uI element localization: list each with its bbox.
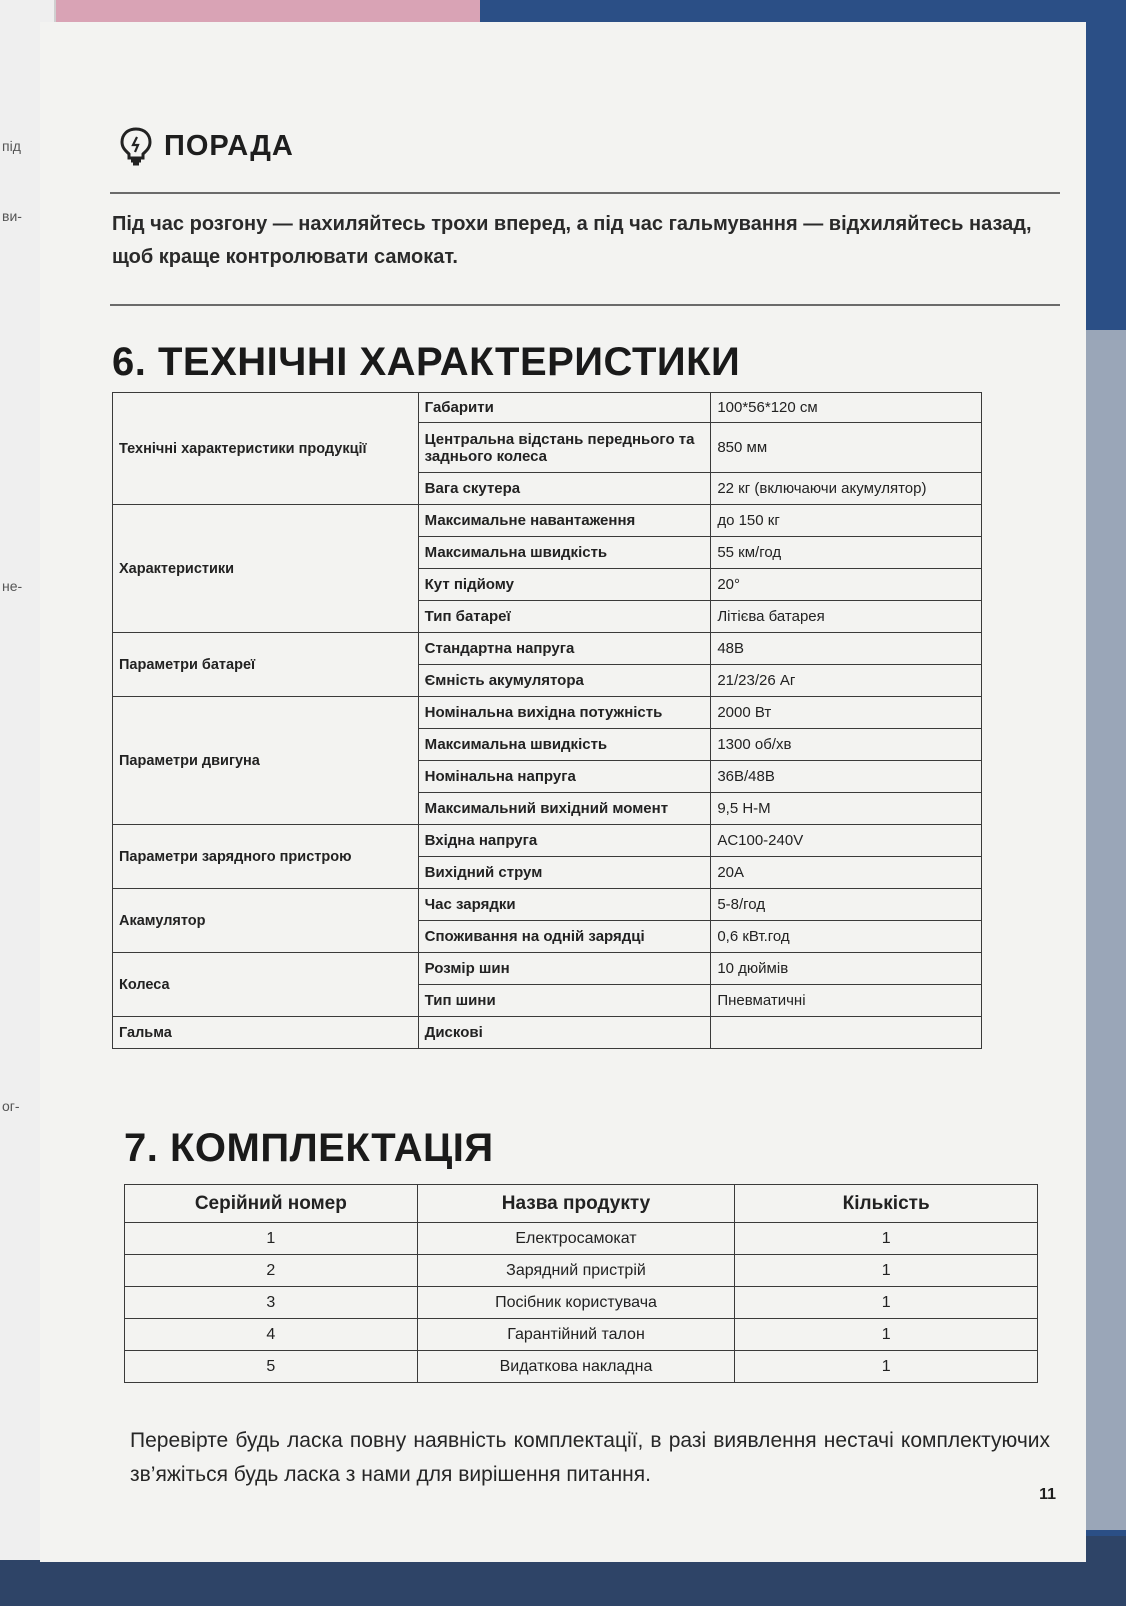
spec-param: Стандартна напруга bbox=[418, 633, 711, 665]
spec-value: AC100-240V bbox=[711, 825, 982, 857]
spec-value: Літієва батарея bbox=[711, 601, 982, 633]
spec-param: Дискові bbox=[418, 1017, 711, 1049]
spec-param: Номінальна напруга bbox=[418, 761, 711, 793]
spec-param: Кут підйому bbox=[418, 569, 711, 601]
lightbulb-icon bbox=[118, 126, 154, 166]
table-row bbox=[113, 953, 982, 985]
document-page bbox=[40, 22, 1086, 1562]
table-row bbox=[113, 505, 982, 537]
spec-value: 10 дюймів bbox=[711, 953, 982, 985]
spec-category: Гальма bbox=[113, 1017, 419, 1049]
column-header: Назва продукту bbox=[417, 1185, 735, 1223]
spec-value: до 150 кг bbox=[711, 505, 982, 537]
tip-title: ПОРАДА bbox=[164, 129, 294, 162]
table-row bbox=[113, 889, 982, 921]
table-row bbox=[125, 1351, 1038, 1383]
page-number: 11 bbox=[1039, 1486, 1056, 1503]
table-row bbox=[113, 393, 982, 423]
spec-param: Час зарядки bbox=[418, 889, 711, 921]
spec-category: Акамулятор bbox=[113, 889, 419, 953]
spec-param: Ємність акумулятора bbox=[418, 665, 711, 697]
spec-category: Параметри двигуна bbox=[113, 697, 419, 825]
spec-value: 2000 Вт bbox=[711, 697, 982, 729]
kit-serial: 3 bbox=[125, 1287, 418, 1319]
kit-serial: 1 bbox=[125, 1223, 418, 1255]
table-row bbox=[113, 1017, 982, 1049]
spec-param: Вхідна напруга bbox=[418, 825, 711, 857]
table-row bbox=[113, 633, 982, 665]
kit-quantity: 1 bbox=[735, 1351, 1038, 1383]
kit-quantity: 1 bbox=[735, 1319, 1038, 1351]
left-page-fragment: ви- bbox=[2, 208, 22, 224]
spec-param: Максимальний вихідний момент bbox=[418, 793, 711, 825]
kit-product: Видаткова накладна bbox=[417, 1351, 735, 1383]
kit-serial: 5 bbox=[125, 1351, 418, 1383]
spec-param: Розмір шин bbox=[418, 953, 711, 985]
kit-title: 7. КОМПЛЕКТАЦІЯ bbox=[124, 1126, 494, 1170]
spec-param: Вага скутера bbox=[418, 473, 711, 505]
column-header: Серійний номер bbox=[125, 1185, 418, 1223]
spec-value: 1300 об/хв bbox=[711, 729, 982, 761]
kit-quantity: 1 bbox=[735, 1223, 1038, 1255]
table-row bbox=[125, 1287, 1038, 1319]
kit-quantity: 1 bbox=[735, 1287, 1038, 1319]
spec-category: Колеса bbox=[113, 953, 419, 1017]
spec-value: 5-8/год bbox=[711, 889, 982, 921]
spec-param: Споживання на одній зарядці bbox=[418, 921, 711, 953]
table-header-row bbox=[125, 1185, 1038, 1223]
spec-param: Тип шини bbox=[418, 985, 711, 1017]
spec-value bbox=[711, 1017, 982, 1049]
kit-product: Електросамокат bbox=[417, 1223, 735, 1255]
spec-value: 48В bbox=[711, 633, 982, 665]
kit-product: Посібник користувача bbox=[417, 1287, 735, 1319]
spec-value: 100*56*120 см bbox=[711, 393, 982, 423]
specs-title: 6. ТЕХНІЧНІ ХАРАКТЕРИСТИКИ bbox=[112, 340, 741, 384]
table-row bbox=[113, 697, 982, 729]
spec-param: Тип батареї bbox=[418, 601, 711, 633]
spec-category: Параметри зарядного пристрою bbox=[113, 825, 419, 889]
specs-table bbox=[112, 392, 982, 1049]
spec-param: Габарити bbox=[418, 393, 711, 423]
spec-category: Технічні характеристики продукції bbox=[113, 393, 419, 505]
spec-value: 55 км/год bbox=[711, 537, 982, 569]
spec-category: Параметри батареї bbox=[113, 633, 419, 697]
spec-param: Максимальна швидкість bbox=[418, 537, 711, 569]
spec-value: 9,5 Н-М bbox=[711, 793, 982, 825]
spec-value: 0,6 кВт.год bbox=[711, 921, 982, 953]
tip-header bbox=[118, 126, 294, 166]
left-page-fragment: не- bbox=[2, 578, 23, 594]
spec-param: Номінальна вихідна потужність bbox=[418, 697, 711, 729]
table-row bbox=[113, 825, 982, 857]
divider bbox=[110, 192, 1060, 194]
spec-value: 20A bbox=[711, 857, 982, 889]
spec-param: Центральна відстань переднього та заднього колеса bbox=[418, 423, 711, 473]
spec-param: Максимальна швидкість bbox=[418, 729, 711, 761]
spec-value: Пневматичні bbox=[711, 985, 982, 1017]
spec-value: 36В/48В bbox=[711, 761, 982, 793]
kit-serial: 4 bbox=[125, 1319, 418, 1351]
spec-param: Максимальне навантаження bbox=[418, 505, 711, 537]
completeness-note: Перевірте будь ласка повну наявність комплектації, в разі виявлення нестачі комплектуючих зв’яжіться будь ласка з нами для вирішення питання. bbox=[130, 1429, 1050, 1486]
table-row bbox=[125, 1319, 1038, 1351]
spec-category: Характеристики bbox=[113, 505, 419, 633]
kit-product: Зарядний пристрій bbox=[417, 1255, 735, 1287]
spec-value: 21/23/26 Аг bbox=[711, 665, 982, 697]
spec-param: Вихідний струм bbox=[418, 857, 711, 889]
tip-text: Під час розгону — нахиляйтесь трохи вперед, а під час гальмування — відхиляйтесь назад, щоб краще контролювати самокат. bbox=[112, 213, 1032, 268]
kit-quantity: 1 bbox=[735, 1255, 1038, 1287]
table-row bbox=[125, 1223, 1038, 1255]
spec-value: 20° bbox=[711, 569, 982, 601]
column-header: Кількість bbox=[735, 1185, 1038, 1223]
kit-table bbox=[124, 1184, 1038, 1383]
table-row bbox=[125, 1255, 1038, 1287]
spec-value: 22 кг (включаючи акумулятор) bbox=[711, 473, 982, 505]
kit-product: Гарантійний талон bbox=[417, 1319, 735, 1351]
left-page-fragment: під bbox=[2, 138, 21, 154]
left-page-fragment: ог- bbox=[2, 1098, 20, 1114]
spec-value: 850 мм bbox=[711, 423, 982, 473]
divider bbox=[110, 304, 1060, 306]
kit-serial: 2 bbox=[125, 1255, 418, 1287]
